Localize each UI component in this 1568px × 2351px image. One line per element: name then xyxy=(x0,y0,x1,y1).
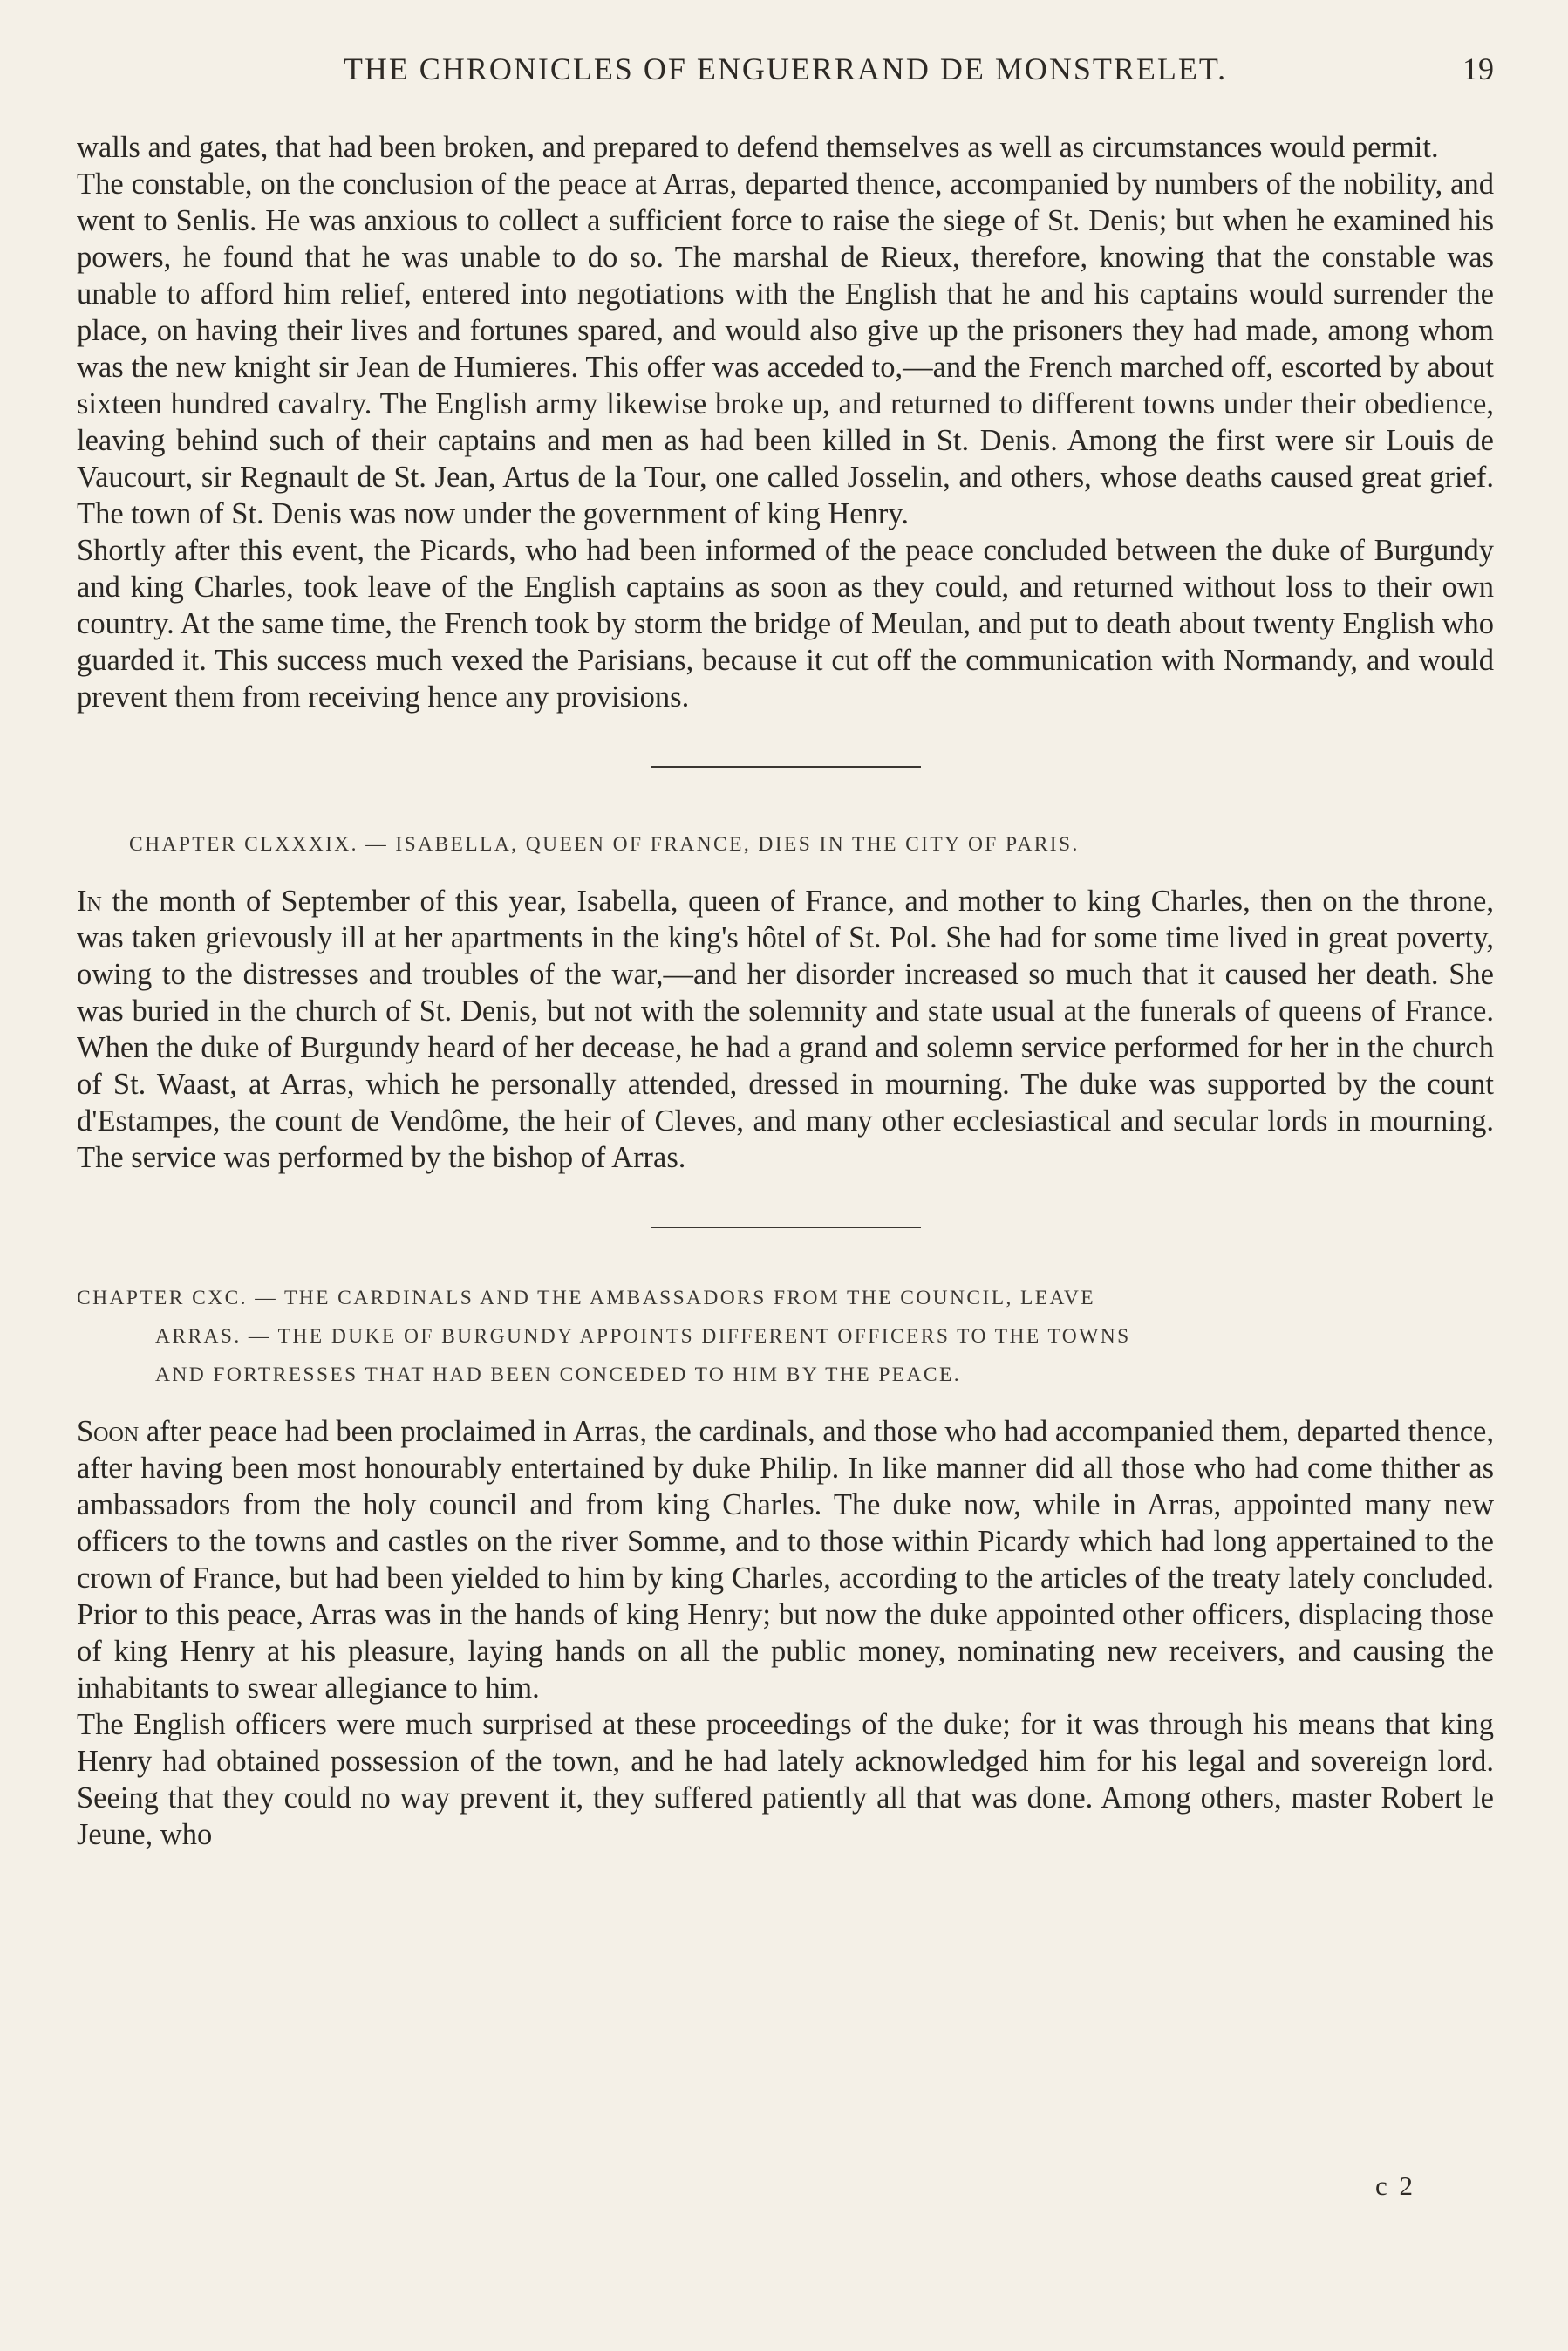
chapter-190-first-word: Soon xyxy=(77,1415,140,1448)
chapter-189-first-word: In xyxy=(77,885,102,918)
chapter-190-paragraph-2: The English officers were much surprised at these proceedings of the duke; for it was through his means that king Henry had obtained possession of the town, and he had lately acknowledged him for his legal and sovereign lord. Seeing that they could no way prevent it, they suffered patiently all that was done. Among others, master Robert le Jeune, who xyxy=(77,1708,1494,1851)
section-divider-2 xyxy=(651,1227,921,1228)
chapter-190-paragraph-1 xyxy=(77,1413,1494,1706)
body-text xyxy=(77,129,1494,1853)
continuation-paragraph-3: Shortly after this event, the Picards, who had been informed of the peace concluded between the duke of Burgundy and king Charles, took leave of the English captains as soon as they could, and returned without loss to their own country. At the same time, the French took by storm the bridge of Meulan, and put to death about twenty English who guarded it. This success much vexed the Parisians, because it cut off the communication with Normandy, and would prevent them from receiving hence any provisions. xyxy=(77,534,1494,714)
section-divider-1 xyxy=(651,766,921,768)
signature-mark: c 2 xyxy=(1374,2170,1415,2201)
chapter-190-body xyxy=(77,1413,1494,1853)
running-head xyxy=(77,51,1494,94)
chapter-190-text-1: after peace had been proclaimed in Arras, the cardinals, and those who had accompanied them, departed thence, after having been most honourably entertained by duke Philip. In like manner did all those who had come thither as ambassadors from the holy council and from king Charles. The duke now, while in Arras, appointed many new officers to the towns and castles on the river Somme, and to those within Picardy which had long appertained to the crown of France, but had been yielded to him by king Charles, according to the articles of the treaty lately concluded. Prior to this peace, Arras was in the hands of king Henry; but now the duke appointed other officers, displacing those of king Henry at his pleasure, laying hands on all the public money, nominating new receivers, and causing the inhabitants to swear allegiance to him. xyxy=(77,1415,1494,1705)
chapter-190-heading-line-1: CHAPTER CXC. — THE CARDINALS AND THE AMBASSADORS FROM THE COUNCIL, LEAVE xyxy=(77,1287,1095,1309)
continuation-paragraph-1: walls and gates, that had been broken, and prepared to defend themselves as well as circumstances would permit. xyxy=(77,131,1439,164)
chapter-189-paragraph xyxy=(77,883,1494,1176)
chapter-189-body xyxy=(77,883,1494,1176)
chapter-190-heading-line-2: ARRAS. — THE DUKE OF BURGUNDY APPOINTS DIFFERENT OFFICERS TO THE TOWNS xyxy=(155,1325,1131,1348)
chapter-190-heading-line-3: AND FORTRESSES THAT HAD BEEN CONCEDED TO HIM BY THE PEACE. xyxy=(155,1363,962,1386)
chapter-190-heading xyxy=(77,1279,1494,1394)
page-number: 19 xyxy=(1462,51,1494,86)
running-title: THE CHRONICLES OF ENGUERRAND DE MONSTRELET. xyxy=(343,51,1228,86)
chapter-189-text: the month of September of this year, Isabella, queen of France, and mother to king Charles, then on the throne, was taken grievously ill at her apartments in the king's hôtel of St. Pol. She had for some time lived in great poverty, owing to the distresses and troubles of the war,—and her disorder increased so much that it caused her death. She was buried in the church of St. Denis, but not with the solemnity and state usual at the funerals of queens of France. When the duke of Burgundy heard of her decease, he had a grand and solemn service performed for her in the church of St. Waast, at Arras, which he personally attended, dressed in mourning. The duke was supported by the count d'Estampes, the count de Vendôme, the heir of Cleves, and many other ecclesiastical and secular lords in mourning. The service was performed by the bishop of Arras. xyxy=(77,885,1494,1174)
continuation-paragraph-2: The constable, on the conclusion of the peace at Arras, departed thence, accompanied by numbers of the nobility, and went to Senlis. He was anxious to collect a sufficient force to raise the siege of St. Denis; but when he examined his powers, he found that he was unable to do so. The marshal de Rieux, therefore, knowing that the constable was unable to afford him relief, entered into negotiations with the English that he and his captains would surrender the place, on having their lives and fortunes spared, and would also give up the prisoners they had made, among whom was the new knight sir Jean de Humieres. This offer was acceded to,—and the French marched off, escorted by about sixteen hundred cavalry. The English army likewise broke up, and returned to different towns under their obedience, leaving behind such of their captains and men as had been killed in St. Denis. Among the first were sir Louis de Vaucourt, sir Regnault de St. Jean, Artus de la Tour, one called Josselin, and others, whose deaths caused great grief. The town of St. Denis was now under the government of king Henry. xyxy=(77,167,1494,530)
chapter-189-heading: CHAPTER CLXXXIX. — ISABELLA, QUEEN OF FRANCE, DIES IN THE CITY OF PARIS. xyxy=(129,833,1080,856)
